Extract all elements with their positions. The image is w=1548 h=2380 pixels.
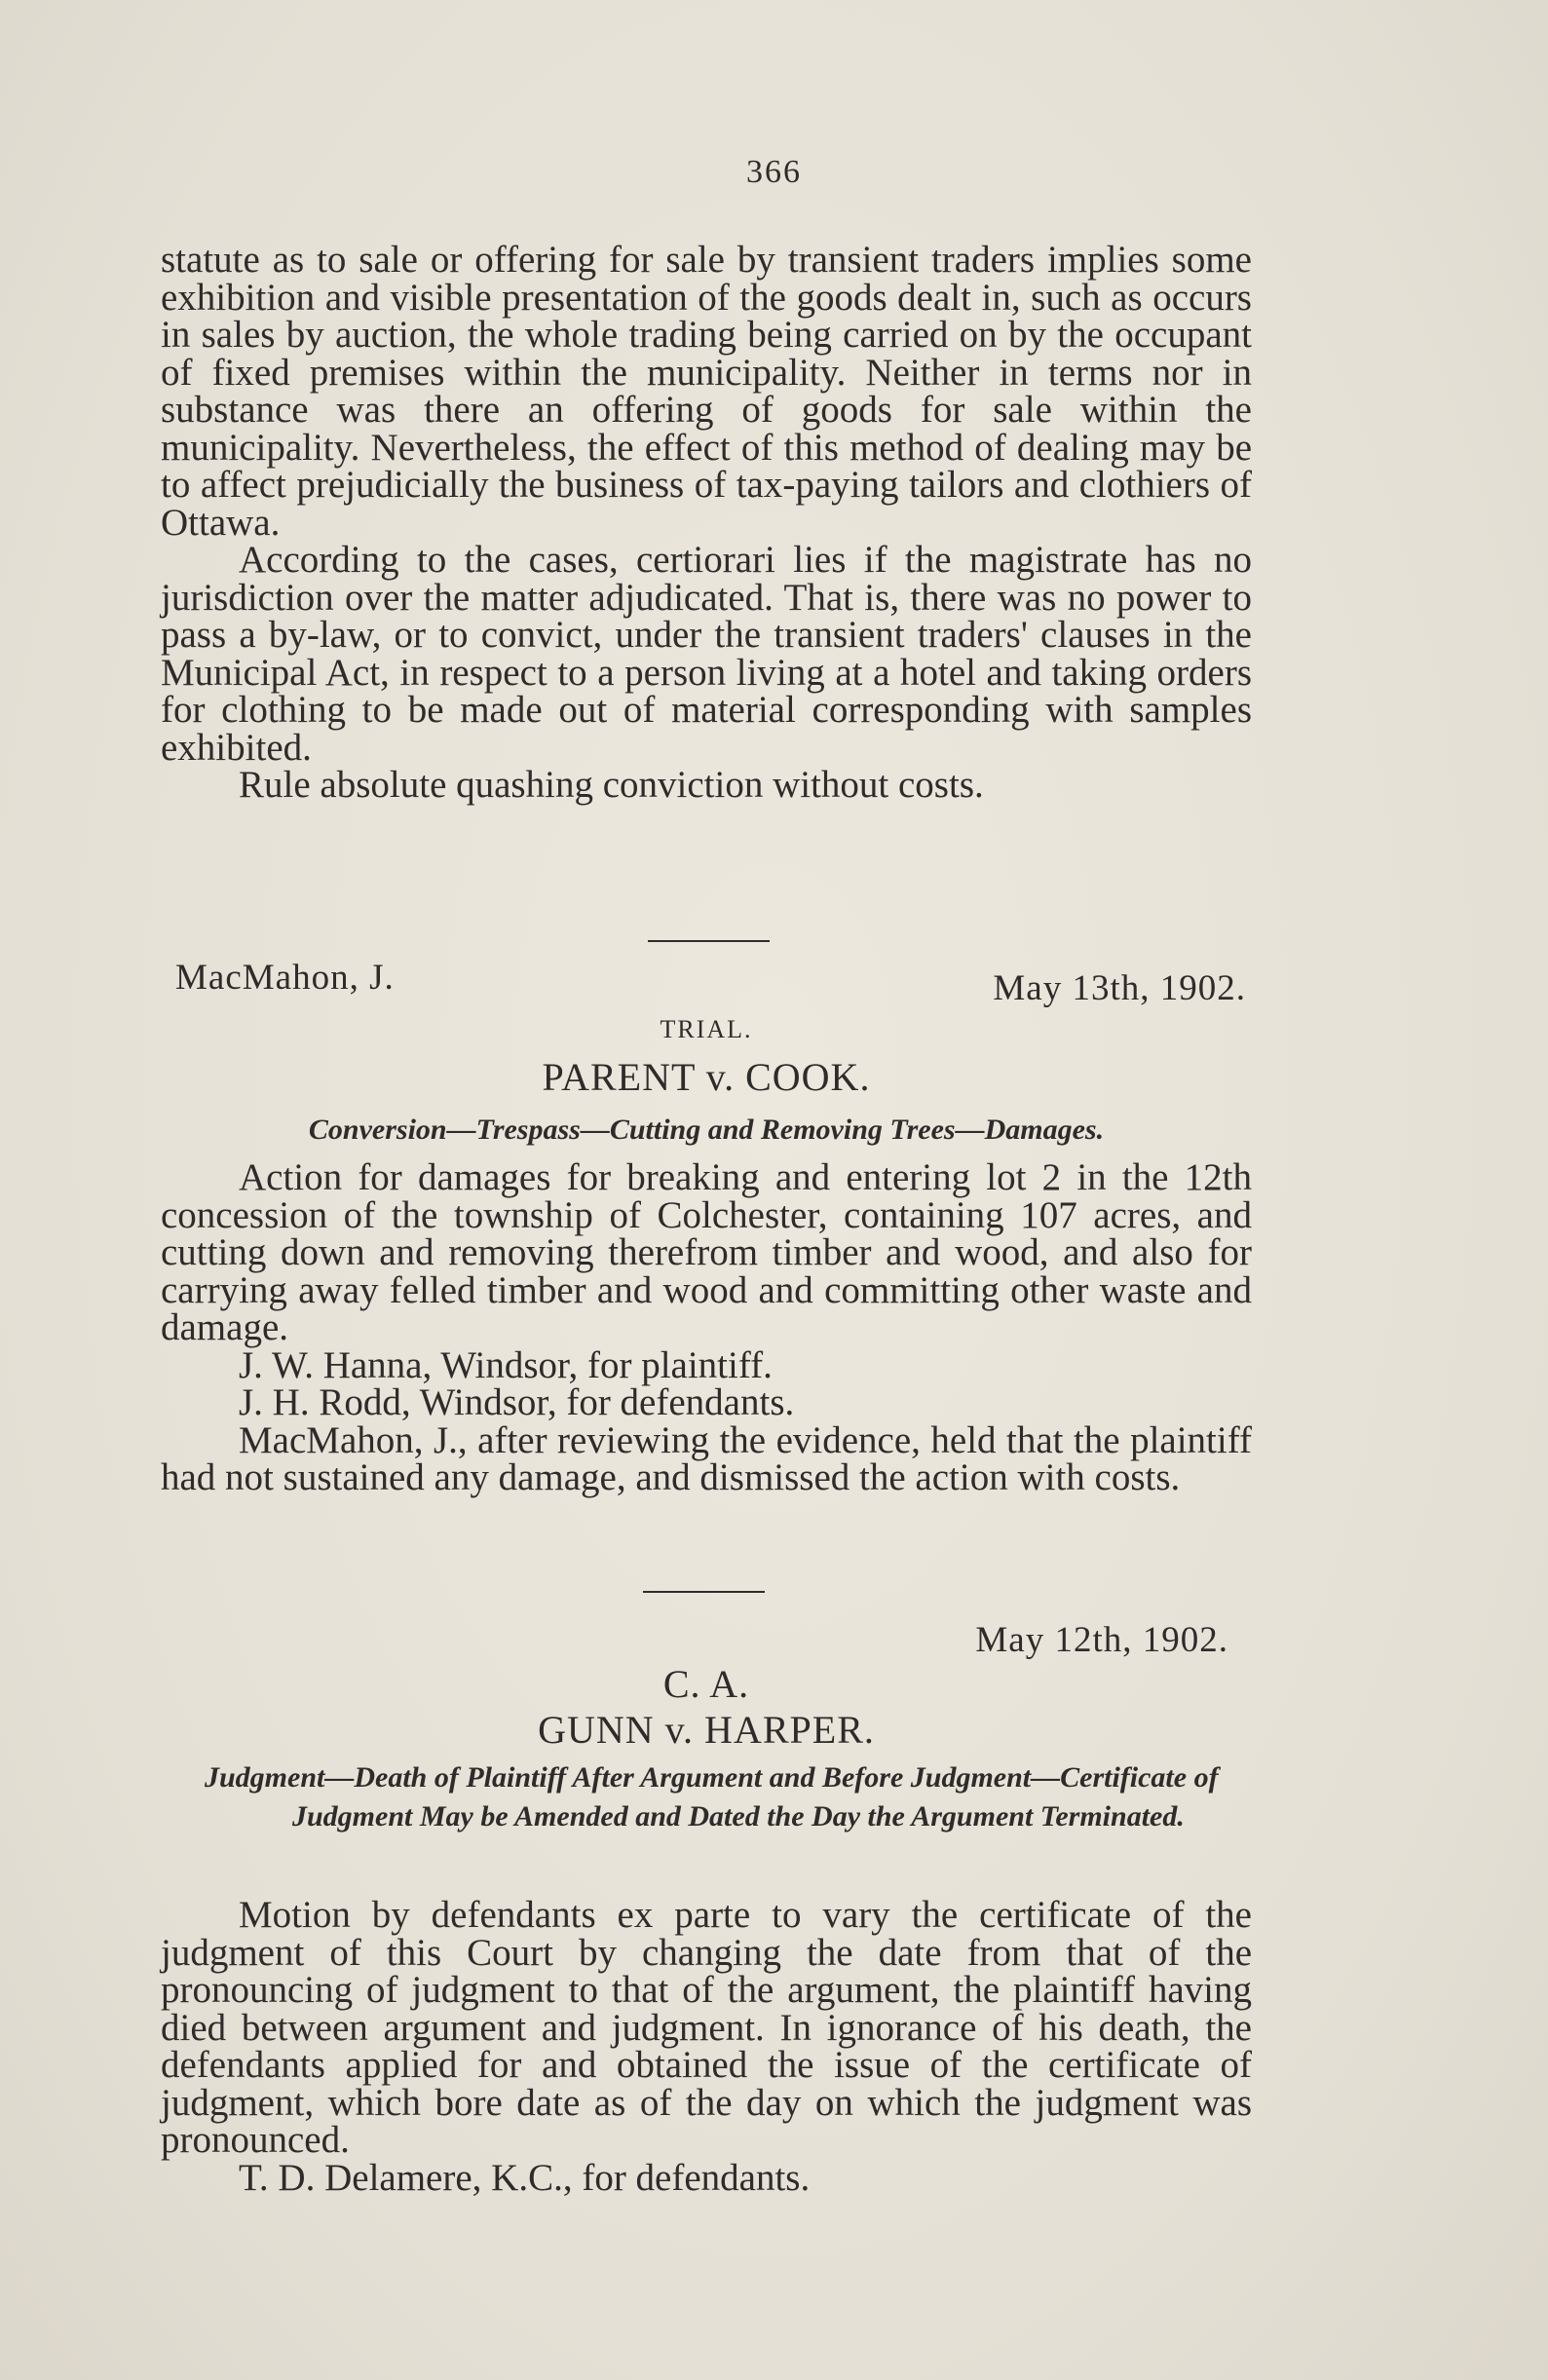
case2-motion-paragraph: Motion by defendants ex parte to vary the certificate of the judgment of this Court by changing the date from that of the pronouncing of judgment to that of the argument, the plaintiff having died between argument and judgment. In ignorance of his death, the defendants applied for and obtained the issue of the certificate of judgment, which bore date as of the day on which the judgment was pronounced. [161,1894,1252,2161]
counsel-defendants: J. H. Rodd, Windsor, for defendants. [239,1381,795,1423]
section-divider [648,940,770,942]
case1-date: May 13th, 1902. [993,968,1246,1008]
case2-title: GUNN v. HARPER. [538,1708,875,1752]
case2-date: May 12th, 1902. [975,1620,1228,1660]
continuation-paragraph: statute as to sale or offering for sale by transient traders implies some exhibition and visible presentation of the goods dealt in, such as occurs in sales by auction, the whole trading being carried on by the occupant of fixed premises within the municipality. Neither in terms nor in substance was there an offering of goods for sale within the municipality. Nevertheless, the effect of this method of dealing may be to affect prejudicially the business of tax-paying tailors and clothiers of Ottawa. [161,239,1252,544]
section-divider [643,1591,765,1593]
case2-court: C. A. [662,1662,750,1706]
case1-action-paragraph: Action for damages for breaking and entering lot 2 in the 12th concession of the township of Colchester, containing 107 acres, and cutting down and removing therefrom timber and wood, and also for carrying away felled timber and wood and committing other waste and damage. [161,1156,1252,1348]
case2-keywords-block [205,1758,1227,1836]
page-number: 366 [746,154,802,190]
case1-court: TRIAL. [660,1015,753,1043]
rule-absolute-line: Rule absolute quashing conviction without costs. [239,764,984,806]
case1-title: PARENT v. COOK. [542,1055,871,1099]
counsel-defendants-case2: T. D. Delamere, K.C., for defendants. [239,2156,811,2199]
counsel-plaintiff: J. W. Hanna, Windsor, for plaintiff. [239,1343,773,1386]
case2-keywords: Judgment—Death of Plaintiff After Argument and Before Judgment—Certificate of Judgment May be Amended and Dated the Day the Argument Terminated. [205,1761,1219,1832]
certiorari-paragraph: According to the cases, certiorari lies if the magistrate has no jurisdiction over the matter adjudicated. That is, there was no power to pass a by-law, or to convict, under the transient traders' clauses in the Municipal Act, in respect to a person living at a hotel and taking orders for clothing to be made out of material corresponding with samples exhibited. [161,539,1252,769]
case1-body [161,1156,1252,1498]
judge-name: MacMahon, J. [175,958,395,998]
case1-decision: MacMahon, J., after reviewing the evidence, held that the plaintiff had not sustained any damage, and dismissed the action with costs. [161,1418,1252,1498]
continuation-section [161,239,1252,806]
case2-body [161,1894,1252,2199]
case1-keywords: Conversion—Trespass—Cutting and Removing Trees—Damages. [308,1114,1105,1146]
